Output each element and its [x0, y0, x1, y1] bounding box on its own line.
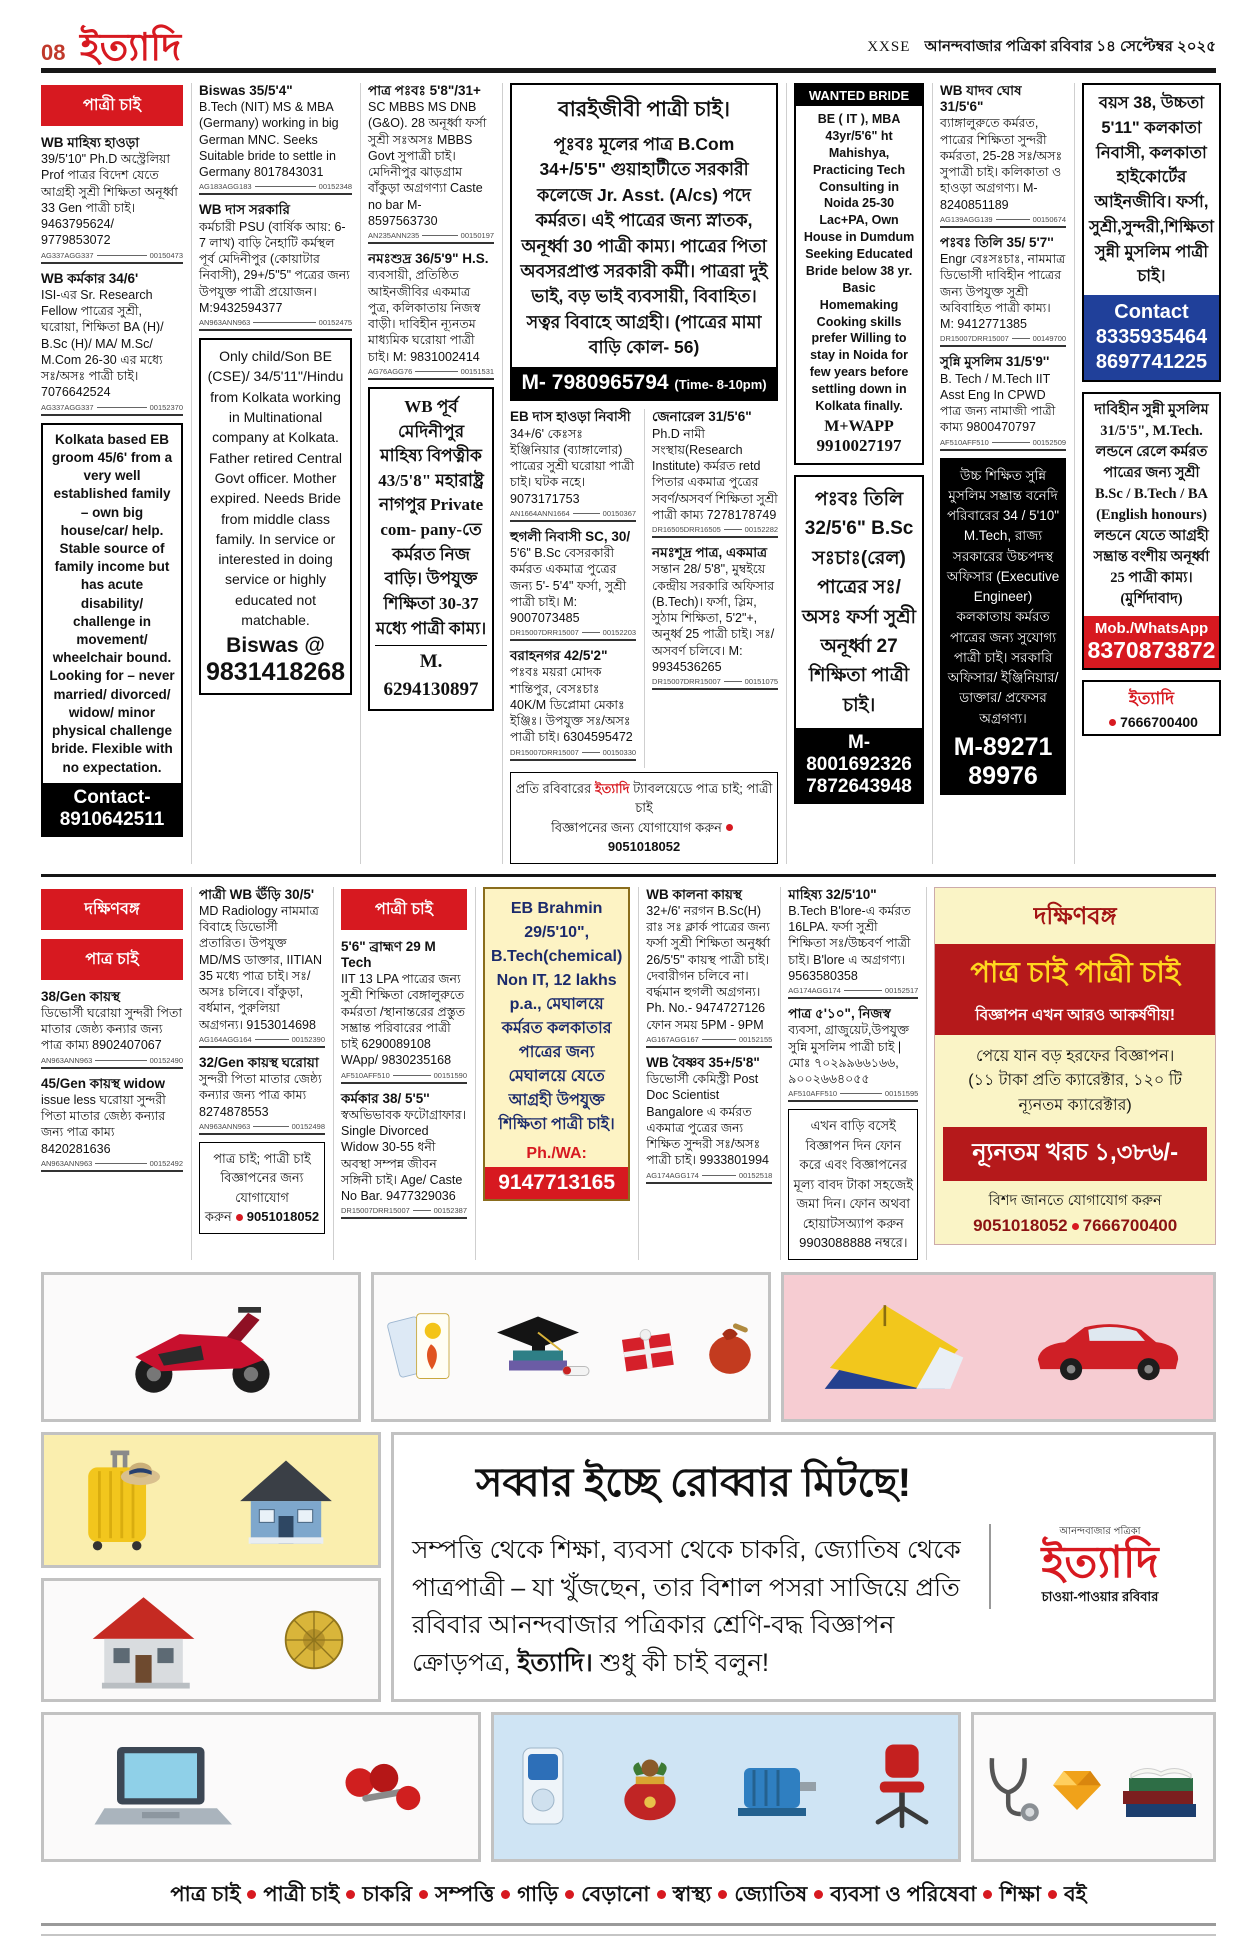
ad-signature: Biswas @	[226, 634, 325, 658]
ad-body: 32+/6' নরগন B.Sc(H) রাঃ সঃ ক্লার্ক পাত্রের জন্য ফর্সা সুশ্রী শিক্ষিতা অনুর্ধ্বা 26/5'5" কায়স্থ পাত্রী চাই। দেবারীগন চলিবে না। বর্দ্ধমান হুগলী অগ্রগন্য। Ph. No.- 9474727126 ফোন সময় 5PM - 9PM	[646, 903, 771, 1032]
category-label: গাড়ি	[517, 1882, 559, 1906]
ad-body: issue less ঘরোয়া সুন্দরী পিতা মাতার জেষ্ঠ্য কন্যার জন্য পাত্র কাম্য 8420281636	[41, 1092, 166, 1156]
ad-body: B.Tech B'lore-এ কর্মরত 16LPA. ফর্সা সুশ্রী শিক্ষিতা সঃ/উচ্চবর্ণ পাত্রী চাই। B'lore এ অগ্রগণ্য। 9563580358	[788, 903, 911, 983]
ad-body: B.Tech (NIT) MS & MBA (Germany) working in big German MNC. Seeks Suitable bride to settle in Germany 8017843031	[199, 100, 339, 180]
ad-phone: M. 6294130897	[375, 645, 487, 703]
logo-tagline: চাওয়া-পাওয়ার রবিবার	[1041, 1589, 1159, 1605]
column-2	[191, 887, 325, 1260]
electronics-health-panel	[41, 1712, 481, 1862]
ad-code-row: DR15007DRR15007 00152387	[341, 1206, 467, 1219]
ad-body: ISI-এর Sr. Research Fellow পাত্রের সুশ্রী, ঘরোয়া, শিক্ষিতা BA (H)/ B.Sc (H)/ MA/ M.Sc/ M.Com 26-30 এর মধ্যে সঃ/অসঃ পাত্রী চাই। 7076642524	[41, 287, 164, 400]
bullet-icon	[718, 1890, 727, 1899]
ad-body: সুন্দরী পিতা মাতার জেষ্ঠ্য কন্যার জন্য পাত্র কাম্য 8274878553	[199, 1072, 322, 1119]
classified-ad	[341, 939, 467, 1084]
promo-subbanner: বিজ্ঞাপন এখন আরও আকর্ষণীয়!	[935, 1001, 1215, 1035]
ad-title: হুগলী নিবাসী SC, 30/	[510, 528, 631, 544]
classified-ad	[652, 409, 778, 538]
category-label: জ্যোতিষ	[734, 1882, 808, 1906]
bottom-rule	[41, 1923, 1216, 1936]
section-masthead: ইত্যাদি	[79, 24, 182, 69]
category-label: পাত্র চাই	[170, 1882, 241, 1906]
category-label: শিক্ষা	[999, 1882, 1041, 1906]
boxed-ad	[199, 338, 352, 695]
electric-motor-image	[726, 1750, 826, 1824]
ad-body: BE ( IT ), MBA 43yr/5'6" ht Mahishya, Practicing Tech Consulting in Noida 25-30 Lac+PA, Own House in Dumdum Seeking Educated Bride below 38 yr. Basic Homemaking Cooking skills prefer Willing to stay in Noida for few years before settling down in Kolkata finally.	[803, 112, 915, 413]
classified-ad	[341, 1091, 467, 1220]
highlight-ad-yellow	[483, 887, 630, 1201]
phone-booking-notice: এখন বাড়ি বসেই বিজ্ঞাপন দিন ফোন করে এবং বিজ্ঞাপনের মূল্য বাবদ টাকা সহজেই জমা দিন। ফোন অথবা হোয়াটসঅ্যাপ করুন 9903088888 নম্বরে।	[788, 1109, 918, 1260]
ad-code-row: AN235ANN235 00150197	[368, 231, 494, 244]
property-panel	[41, 1578, 381, 1702]
promo-body: পেয়ে যান বড় হরফের বিজ্ঞাপন। (১১ টাকা প্রতি ক্যারেক্টার, ১২০ টি ন্যূনতম ক্যারেক্টার)	[968, 1047, 1183, 1115]
category-label: পাত্রী চাই	[263, 1882, 340, 1906]
promo-headline: সব্বার ইচ্ছে রোব্বার মিটছে!	[475, 1461, 912, 1506]
dumbbells-image	[338, 1754, 430, 1820]
ad-title: 38/Gen কায়স্থ	[41, 988, 121, 1004]
ad-code-row: AN963ANN963 00152498	[199, 1122, 325, 1135]
ad-body: উচ্চ শিক্ষিত সুন্নি মুসলিম সম্ভ্রান্ত বনেদি পরিবারের 34 / 5'10" M.Tech, রাজ্য সরকারের উচ্চপদস্থ অফিসার (Executive Engineer) কলকাতায় কর্মরত পাত্রের জন্য সুযোগ্য পাত্রী চাই। সরকারি অফিসার/ ইঞ্জিনিয়ার/ ডাক্তার/ প্রফেসর অগ্রগণ্য।	[946, 467, 1060, 726]
ad-title: 45/Gen কায়স্থ widow	[41, 1075, 166, 1091]
itaydi-promo-panel	[391, 1432, 1216, 1702]
ad-code-row: AN963ANN963 00152492	[41, 1159, 183, 1172]
ad-body: ব্যবসায়ী, প্রতিষ্ঠিত আইনজীবির একমাত্র পুত্র, কলিকাতায় নিজস্ব বাড়ী। দাবিহীন ন্যূনতম মাধ্যমিক ঘরোয়া পাত্রী চাই। M: 9831002414	[368, 268, 481, 364]
contact-bar: Contact 8335935464 8697741225	[1084, 295, 1219, 380]
column-8	[1074, 83, 1221, 864]
bullet-icon	[814, 1890, 823, 1899]
bullet-icon	[501, 1890, 510, 1899]
ad-title: পাত্র ৫'১০", নিজস্ব	[788, 1006, 891, 1022]
clay-pot-image	[704, 1316, 756, 1378]
section-header-patri-chai-2: পাত্রী চাই	[341, 889, 467, 930]
column-5	[638, 887, 772, 1260]
travel-car-panel	[781, 1272, 1216, 1422]
ad-body: পূঃবঃ মূলের পাত্র B.Com 34+/5'5" গুয়াহাটীতে সরকারী কলেজে Jr. Asst. (A/cs) পদে কর্মরত। এই পাত্রের জন্য স্নাতক, অনূর্ধ্বা 30 পাত্রী কাম্য। পাত্রের পিতা অবসরপ্রাপ্ত সরকারী কর্মী। পাত্ররা দুই ভাই, বড় ভাই ব্যবসায়ী, বিবাহিত। সত্বর বিবাহে আগ্রহী। (পাত্রের মামা বাড়ি কোল- 56)	[520, 134, 768, 357]
ad-title: 5'6" ব্রাহ্মণ 29 M Tech	[341, 938, 436, 970]
boxed-ad	[1082, 392, 1221, 670]
ad-title: বরাহনগর 42/5'2"	[510, 648, 608, 664]
contact-phone: 9051018052	[607, 839, 681, 855]
column-1	[41, 887, 183, 1260]
ad-code-row: AG174AGG174 00152518	[646, 1171, 772, 1184]
ad-body: সন্তান 28/ 5'8", মুম্বইয়ে কেন্দ্রীয় সরকারি অফিসার (B.Tech)। ফর্সা, স্লিম, সুঠাম শিক্ষিতা, 5'2"+, অনুর্ধ্ব 25 পাত্রী চাই। সঃ/ অসবর্ণ চলিবে। M: 9934536265	[652, 562, 775, 674]
ad-code-row: AG337AGG337 00150473	[41, 251, 183, 264]
sub-column-left	[510, 409, 636, 767]
ad-title: Biswas 35/5'4"	[199, 83, 293, 98]
kalash-image	[612, 1747, 688, 1827]
classified-ad	[940, 83, 1066, 228]
classified-ad	[199, 1055, 325, 1135]
highlight-ad	[940, 458, 1066, 795]
bullet-icon	[346, 1890, 355, 1899]
classifieds-band-2	[41, 887, 1216, 1260]
motorcycle-image	[106, 1297, 296, 1397]
travel-property-panel	[41, 1432, 381, 1568]
section-header-dakshinbanga: দক্ষিণবঙ্গ	[41, 889, 183, 930]
ad-phone: M-89271 89976	[953, 732, 1053, 790]
dateline-block	[867, 35, 1216, 66]
publisher-name: আনন্দবাজার পত্রিকা	[1059, 1526, 1141, 1538]
bullet-icon	[983, 1890, 992, 1899]
classified-ad	[788, 1006, 918, 1102]
ad-code-row: AG337AGG337 00152370	[41, 403, 183, 416]
promo-region-title: দক্ষিণবঙ্গ	[1033, 902, 1117, 930]
classified-ad	[199, 202, 352, 331]
ad-title: পাত্রী WB ঊঁড়ি 30/5'	[199, 886, 315, 902]
ad-body: পঃবঃ তিলি 32/5'6" B.Sc সঃচাঃ(রেল) পাত্রের সঃ/অসঃ ফর্সা সুশ্রী অনূর্ধ্বা 27 শিক্ষিতা পাত্রী চাই।	[802, 488, 917, 716]
bullet-icon	[565, 1890, 574, 1899]
contact-bar: Mob./WhatsApp 8370873872	[1084, 616, 1219, 668]
advert-contact-notice: প্রতি রবিবারের ইত্যাদি ট্যাবলয়েডে পাত্র চাই; পাত্রী চাই বিজ্ঞাপনের জন্য যোগাযোগ করুন9051018052	[510, 772, 778, 864]
ad-body: MD Radiology নামমাত্র বিবাহে ডিভোর্সী প্রতারিত। উপযুক্ত MD/MS ডাক্তার, IITIAN 35 মধ্যে পাত্র চাই। সঃ/অসঃ চলিবে। বাঁকুড়া, বর্ধমান, পুরুলিয়া অগ্রগন্য। 9153014698	[199, 903, 322, 1032]
category-strip	[41, 1878, 1216, 1913]
contact-label: M+WAPP	[824, 417, 894, 435]
ad-title: নমঃশুদ্র 36/5'9" H.S.	[368, 251, 489, 267]
contact-bar: Contact- 8910642511	[43, 783, 181, 835]
health-books-panel	[971, 1712, 1216, 1862]
ad-title: মাহিষ্য 32/5'10"	[788, 886, 877, 902]
ad-code-row: DR15007DRR15007 00149700	[940, 334, 1066, 347]
category-label: সম্পত্তি	[435, 1882, 495, 1906]
sub-column-right	[644, 409, 778, 767]
ad-title: পঃবঃ তিলি 35/ 5'7''	[940, 234, 1054, 250]
water-purifier-image	[513, 1741, 573, 1833]
ad-body: ডিভোর্সী কেমিস্ট্রী Post Doc Scientist Bangalore এ কর্মরত একমাত্র পুত্রের জন্য শিক্ষিত সুন্দরী সঃ/অসঃ পাত্রী চাই। 9933801994	[646, 1072, 769, 1168]
ad-body: কর্মচারী PSU (বার্ষিক আয়: 6-7 লাখ) বাড়ি নৈহাটি কর্মস্থল পূর্ব মেদিনীপুর (কোয়াটার নিবাসী), 29+/5"5" পত্রের জন্য উপযুক্ত পাত্রী প্রয়োজন। M:9432594377	[199, 219, 350, 315]
promo-collage	[41, 1272, 1216, 1862]
promo-paragraph: সম্পত্তি থেকে শিক্ষা, ব্যবসা থেকে চাকরি, জ্যোতিষ থেকে পাত্রপাত্রী – যা খুঁজছেন, তার বিশাল পসরা সাজিয়ে প্রতি রবিবার আনন্দবাজার পত্রিকার শ্রেণি-বদ্ধ বিজ্ঞাপন ক্রোড়পত্র, ইত্যাদি। শুধু কী চাই বলুন!	[412, 1536, 961, 1677]
ad-code-row: AN963ANN963 00152490	[41, 1056, 183, 1069]
section-header-patra-chai: পাত্র চাই	[41, 939, 183, 980]
ad-title: WB বৈষ্ণব 35+/5'8"	[646, 1054, 760, 1070]
books-image	[1109, 1742, 1213, 1832]
classified-ad	[788, 887, 918, 999]
promo-banner: পাত্র চাই পাত্রী চাই	[935, 944, 1215, 1001]
ad-body: SC MBBS MS DNB (G&O). 28 অনূর্ধ্বা ফর্সা সুশ্রী সঃঅসঃ MBBS Govt সুপাত্রী চাই। মেদিনীপুর ঝাড়গ্রাম বাঁকুড়া অগ্রগণ্যা Caste no bar M- 8597563730	[368, 100, 487, 228]
ad-code-row: DR15007DRR15007 00150330	[510, 748, 636, 761]
brand-name: ইত্যাদি	[1128, 689, 1175, 710]
wanted-bride-ad	[794, 83, 924, 465]
ad-body: স্বঅভিভাবক ফটোগ্রাফার। Single Divorced Widow 30-55 ধনী অবস্থা সম্পন্ন জীবন সঙ্গিনী চাই। Age/ Caste No Bar. 9477329036	[341, 1107, 467, 1203]
ad-code-row: AF510AFF510 00152509	[940, 438, 1066, 451]
ad-title: WB কালনা কায়স্থ	[646, 886, 742, 902]
promo-minimum-cost: ন্যূনতম খরচ ১,৩৮৬/-	[943, 1127, 1207, 1181]
bullet-icon	[247, 1890, 256, 1899]
ad-title: কর্মকার 38/ 5'5''	[341, 1090, 430, 1106]
ad-body: 5'6" B.Sc বেসরকারী কর্মরত একমাত্র পুত্রের জন্য 5'- 5'4" ফর্সা, সুশ্রী পাত্রী চাই। M: 9007073485	[510, 546, 627, 625]
ad-code-row: AN963ANN963 00152475	[199, 318, 352, 331]
car-image	[1028, 1309, 1188, 1385]
column-3	[333, 887, 467, 1260]
contact-phone: 7666700400	[1120, 714, 1198, 731]
ad-code-row: AG164AGG164 00152390	[199, 1035, 325, 1048]
bullet-icon	[1072, 1223, 1079, 1230]
vehicles-panel	[41, 1272, 361, 1422]
classified-ad	[41, 989, 183, 1069]
ad-code-row: AG174AGG174 00152517	[788, 986, 918, 999]
classifieds-band-1	[41, 83, 1216, 864]
laptop-image	[92, 1737, 242, 1837]
ad-title: 32/Gen কায়স্থ ঘরোয়া	[199, 1054, 319, 1070]
promo-text-block	[412, 1451, 975, 1682]
classified-ad	[199, 887, 325, 1048]
page-number: 08	[41, 40, 66, 65]
ad-title: WB মাহিষ্য হাওড়া	[41, 135, 140, 150]
ad-code-row: AG183AGG183 00152348	[199, 182, 352, 195]
band-divider	[41, 874, 1216, 877]
ad-phone: 9910027197	[816, 435, 902, 455]
ad-code-row: DR15007DRR15007 00151075	[652, 677, 778, 690]
etc-contact-box	[1082, 680, 1221, 736]
contact-bar: M-8001692326 7872643948	[796, 728, 922, 802]
ad-body: ব্যাঙ্গালুরুতে কর্মরত, পাত্রের শিক্ষিতা সুন্দরী কর্মরতা, 25-28 সঃ/অসঃ সুপাত্রী চাই। কলিকাতা ও হাওড়া অগ্রগণ্য। M- 8240851189	[940, 116, 1063, 212]
classified-ad	[41, 271, 183, 416]
classified-ad	[646, 887, 772, 1048]
contact-bar: M- 7980965794 (Time- 8-10pm)	[512, 367, 776, 399]
ad-title: সুন্নি মুসলিম 31/5'9''	[940, 354, 1050, 370]
boxed-ad	[794, 475, 924, 805]
bullet-icon	[419, 1890, 428, 1899]
classified-ad	[368, 251, 494, 380]
luggage-image	[77, 1444, 161, 1556]
edition-code: XXSE	[867, 39, 911, 55]
ad-body: দাবিহীন সুন্নী মুসলিম 31/5'5", M.Tech. লন্ডনে রেলে কর্মরত পাত্রের জন্য সুশ্রী B.Sc / B.Tech / BA (English honours) লন্ডনে যেতে আগ্রহী সম্ভ্রান্ত বংশীয় অনূর্ধ্বা 25 পাত্রী কাম্য। (মুর্শিদাবাদ)	[1093, 402, 1210, 608]
ad-code-row: AF510AFF510 00151590	[341, 1071, 467, 1084]
classified-ad	[652, 545, 778, 690]
tent-image	[809, 1292, 979, 1402]
classified-ad	[510, 529, 636, 641]
ad-body: Kolkata based EB groom 45/6' from a very well established family – own big house/car/ help. Stable source of family income but has acute disability/ challenge in movement/ wheelchair bound. Looking for – never married/ divorced/ widow/ minor physical challenge bride. Flexible with no expectation.	[49, 431, 175, 775]
column-6	[780, 887, 918, 1260]
ad-phone: 9147713165	[485, 1167, 628, 1199]
gift-box-image	[617, 1318, 679, 1376]
classified-ad	[646, 1055, 772, 1184]
ad-body: B. Tech / M.Tech IIT Asst Eng In CPWD পাত্র জন্য নামাজী পাত্রী কাম্য 9800470797	[940, 371, 1056, 435]
rate-promo-box	[934, 887, 1216, 1245]
office-chair-image	[865, 1739, 939, 1835]
astrology-education-panel	[371, 1272, 771, 1422]
stethoscope-image	[974, 1749, 1046, 1825]
column-4-5	[502, 83, 778, 864]
zodiac-wheel-image	[282, 1608, 346, 1672]
page-header	[41, 24, 1216, 73]
ad-body: ব্যবসা, গ্রাজুয়েট,উপযুক্ত সুন্নি মুসলিম পাত্রী চাই | মোঃ ৭০২৯৯৬৬১৬৬, ৯০০২৬৬৪০৫৫	[788, 1023, 910, 1087]
ad-body: Engr বেঃসঃচাঃ, নামমাত্র ডিভোর্সী দাবিহীন পাত্রের জন্য উপযুক্ত সুশ্রী অবিবাহিত পাত্রী কাম্য। M: 9412771385	[940, 252, 1066, 332]
classified-ad	[368, 83, 494, 244]
ad-code-row: AG139AGG139 00150674	[940, 215, 1066, 228]
sub-columns	[510, 409, 778, 767]
category-label: বেড়ানো	[581, 1882, 650, 1906]
ad-title: জেনারেল 31/5'6"	[652, 409, 752, 425]
tarot-cards-image	[386, 1298, 458, 1396]
ad-title: WB দাস সরকারি	[199, 202, 290, 218]
ad-body: Only child/Son BE (CSE)/ 34/5'11"/Hindu from Kolkata working in Multinational company at Kolkata. Father retired Central Govt officer. Mother expired. Needs Bride from middle class family. In service or interested in doing service or highly educated not matchable.	[207, 348, 344, 628]
ad-code-row: AF510AFF510 00151595	[788, 1089, 918, 1102]
ad-body: Ph.D নামী সংস্থায়(Research Institute) কর্মরত retd পিতার একমাত্র পুত্রের সবর্ণ/অসবর্ণ শিক্ষিতা সুশ্রী পাত্রী কাম্য 7278178749	[652, 426, 778, 522]
date-line: আনন্দবাজার পত্রিকা রবিবার ১৪ সেপ্টেম্বর ২০২৫	[924, 38, 1216, 55]
ad-title: নমঃশূদ্র পাত্র, একমাত্র	[652, 545, 768, 561]
ad-body: 34+/6' কেঃসঃ ইঞ্জিনিয়ার (ব্যাঙ্গালোর) পাত্রের সুশ্রী ঘরোয়া পাত্রী চাই। ঘটক নহে। 9073171753	[510, 426, 635, 506]
classified-ad	[940, 235, 1066, 347]
section-header-patri-chai: পাত্রী চাই	[41, 85, 183, 126]
ad-title: WB যাদব ঘোষ 31/5'6"	[940, 83, 1022, 115]
classified-ad	[510, 409, 636, 521]
column-3	[360, 83, 494, 864]
category-label: চাকরি	[362, 1882, 413, 1906]
gemstone-image	[1046, 1759, 1108, 1815]
classified-ad	[510, 648, 636, 760]
category-label: বই	[1063, 1882, 1087, 1906]
ad-body: বয়স 38, উচ্চতা 5'11" কলকাতা নিবাসী, কলকাতা হাইকোর্টের আইনজীবি। ফর্সা, সুশ্রী,সুন্দরী,শিক্ষিতা সুন্নী মুসলিম পাত্রী চাই।	[1089, 94, 1214, 286]
itaydi-logo: ইত্যাদি	[1041, 1537, 1159, 1589]
boxed-ad	[1082, 83, 1221, 382]
category-label: ব্যবসা ও পরিষেবা	[830, 1882, 977, 1906]
ad-body: IIT 13 LPA পাত্রের জন্য সুশ্রী শিক্ষিতা বেঙ্গালুরুতে কর্মরতা /স্থানান্তরের প্রস্তুত সম্ভ্রান্ত পরিবারের পাত্রী চাই 6290089108 WApp/ 9830235168	[341, 972, 466, 1068]
column-6	[786, 83, 924, 864]
contact-label: Ph./WA:	[526, 1144, 587, 1162]
category-label: স্বাস্থ্য	[672, 1882, 712, 1906]
ad-code-row: DR16505DRR16505 00152282	[652, 525, 778, 538]
ad-header: WANTED BRIDE	[796, 85, 922, 106]
graduation-cap-image	[483, 1304, 593, 1389]
column-7-promo	[926, 887, 1216, 1260]
blue-house-image	[226, 1452, 346, 1548]
ad-code-row: DR15007DRR15007 00152203	[510, 628, 636, 641]
ad-code-row: AG76AGG76 00151531	[368, 367, 494, 380]
appliances-panel	[491, 1712, 961, 1862]
ad-code-row: AG167AGG167 00152155	[646, 1035, 772, 1048]
ad-body: ডিভোর্সী ঘরোয়া সুন্দরী পিতা মাতার জেষ্ঠ্য কন্যার জন্য পাত্র কাম্য 8902407067	[41, 1005, 183, 1053]
bullet-icon	[1109, 719, 1116, 726]
contact-phone: 9051018052	[246, 1209, 320, 1225]
ad-phone: 9831418268	[206, 658, 346, 687]
bullet-icon	[236, 1214, 243, 1221]
bullet-icon	[1048, 1890, 1057, 1899]
red-house-image	[77, 1588, 217, 1692]
classified-ad	[41, 1076, 183, 1172]
brand-name: ইত্যাদি।	[517, 1648, 593, 1677]
column-7	[932, 83, 1066, 864]
column-4	[475, 887, 630, 1260]
column-2	[191, 83, 352, 864]
ad-body: EB Brahmin 29/5'10", B.Tech(chemical) Non IT, 12 lakhs p.a., মেঘালয়ে কর্মরত কলকাতার পাত্রের জন্য মেঘালয়ে যেতে আগ্রহী উপযুক্ত শিক্ষিতা পাত্রী চাই।	[491, 899, 623, 1133]
boxed-ad	[368, 387, 494, 712]
ad-body: পঃবঃ ময়রা মোদক শান্তিপুর, বেসঃচাঃ 40K/M ডিপ্লোমা মেকাঃ ইঞ্জিঃ। উপযুক্ত সঃ/অসঃ পাত্রী চাই। 6304595472	[510, 665, 633, 745]
boxed-ad	[41, 423, 183, 837]
ad-title: পাত্র পঃবঃ 5'8"/31+	[368, 83, 481, 98]
masthead-block	[41, 24, 182, 69]
left-image-stack	[41, 1432, 381, 1702]
ad-body: WB পূর্ব মেদিনীপুর মাহিষ্য বিপত্নীক 43/5'8" মহারাষ্ট্র নাগপুর Private com- pany-তে কর্মরত নিজ বাড়ি। উপযুক্ত শিক্ষিতা 30-37 মধ্যে পাত্রী কাম্য।	[375, 396, 487, 638]
featured-ad	[510, 83, 778, 401]
bullet-icon	[657, 1890, 666, 1899]
brand-name: ইত্যাদি	[594, 780, 630, 796]
ad-body: 39/5'10" Ph.D অস্ট্রেলিয়া Prof পাত্রর বিদেশ যেতে আগ্রহী সুশ্রী শিক্ষিতা অনূর্ধ্বা 33 Gen পাত্রী চাই। 9463795624/ 9779853072	[41, 152, 178, 248]
column-1	[41, 83, 183, 864]
promo-footer-label: বিশদ জানতে যোগাযোগ করুন	[988, 1193, 1162, 1210]
classified-ad	[199, 83, 352, 195]
advert-contact-notice: পাত্র চাই; পাত্রী চাই বিজ্ঞাপনের জন্য যোগাযোগ করুন 9051018052	[199, 1142, 325, 1234]
classified-ad	[940, 354, 1066, 450]
promo-phones: 9051018052 7666700400	[973, 1216, 1178, 1236]
itaydi-logo-block	[989, 1524, 1195, 1609]
bullet-icon	[726, 824, 733, 831]
ad-code-row: AN1664ANN1664 00150367	[510, 509, 636, 522]
classified-ad	[41, 135, 183, 264]
ad-title: বারইজীবী পাত্রী চাই।	[558, 98, 731, 121]
ad-title: WB কর্মকার 34/6'	[41, 270, 139, 286]
ad-title: EB দাস হাওড়া নিবাসী	[510, 409, 631, 425]
